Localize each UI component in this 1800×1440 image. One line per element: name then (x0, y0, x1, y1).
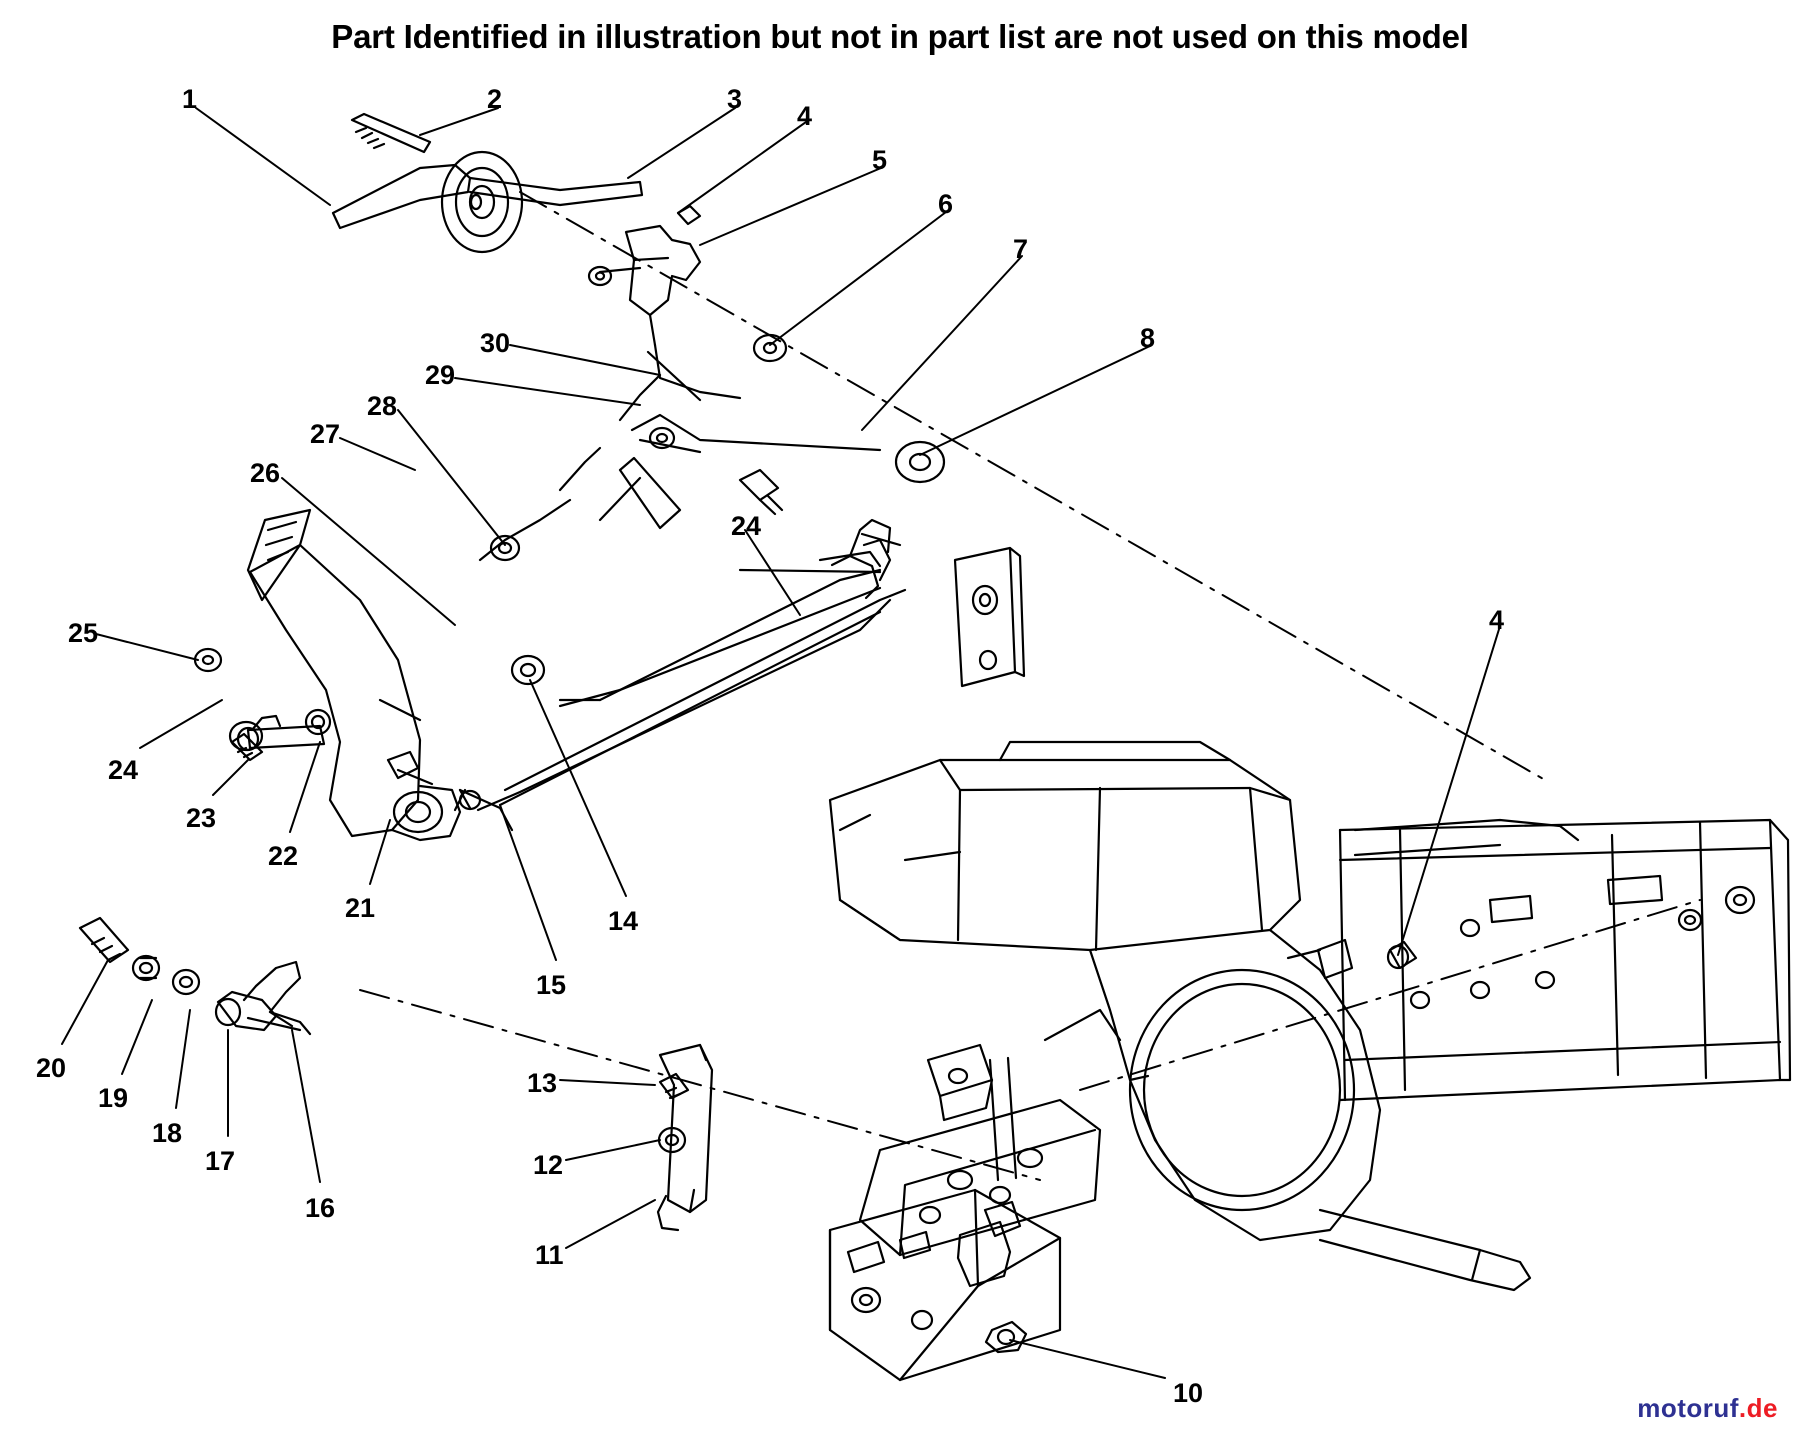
callout-15: 15 (536, 970, 567, 1000)
callout-10: 10 (1173, 1378, 1204, 1408)
callout-6: 6 (938, 189, 954, 219)
callout-19: 19 (98, 1083, 129, 1113)
callout-23: 23 (186, 803, 217, 833)
callout-30: 30 (480, 328, 511, 358)
callout-4-right: 4 (1489, 605, 1505, 635)
callout-17: 17 (205, 1146, 236, 1176)
callout-12: 12 (533, 1150, 564, 1180)
callout-4-top: 4 (797, 101, 813, 131)
callout-8: 8 (1140, 323, 1156, 353)
callout-11: 11 (535, 1240, 564, 1270)
callout-26: 26 (250, 458, 281, 488)
callout-24-lower: 24 (108, 755, 139, 785)
callout-20: 20 (36, 1053, 67, 1083)
callout-27: 27 (310, 419, 341, 449)
callout-5: 5 (872, 145, 888, 175)
watermark-suffix: .de (1738, 1393, 1778, 1423)
callout-22: 22 (268, 841, 299, 871)
watermark (1637, 1393, 1778, 1424)
callout-18: 18 (152, 1118, 183, 1148)
watermark-main: motoruf (1637, 1393, 1739, 1423)
callout-29: 29 (425, 360, 456, 390)
callout-14: 14 (608, 906, 639, 936)
callout-24-upper: 24 (731, 511, 762, 541)
callout-7: 7 (1013, 234, 1029, 264)
callout-1: 1 (182, 84, 198, 114)
callout-25: 25 (68, 618, 99, 648)
page-title: Part Identified in illustration but not in part list are not used on this model (331, 18, 1469, 55)
callout-13: 13 (527, 1068, 558, 1098)
callout-2: 2 (487, 84, 503, 114)
callout-21: 21 (345, 893, 376, 923)
callout-28: 28 (367, 391, 398, 421)
callout-3: 3 (727, 84, 743, 114)
callout-16: 16 (305, 1193, 336, 1223)
